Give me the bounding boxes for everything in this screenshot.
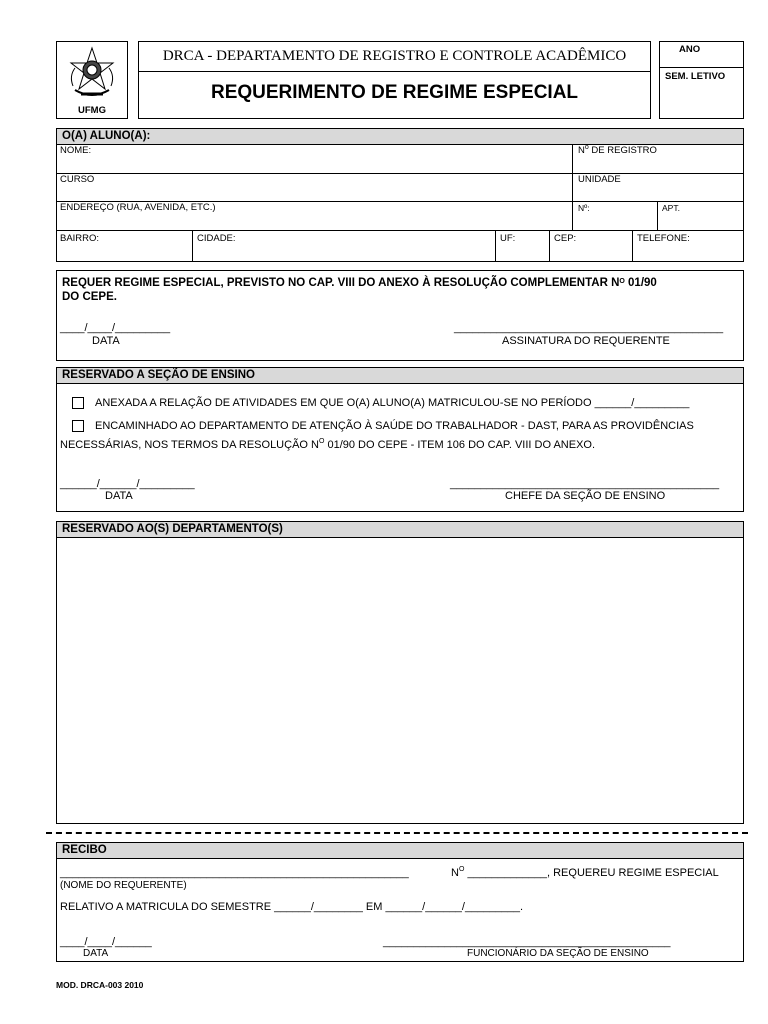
receipt-number-text[interactable] [451, 867, 719, 879]
request-signature-line[interactable]: ____________________________________________ [454, 322, 724, 334]
request-statement [62, 276, 657, 304]
curso-field[interactable]: CURSO [60, 174, 95, 185]
receipt-number-prefix: N [451, 867, 459, 879]
request-section [56, 270, 744, 361]
logo-box [56, 41, 128, 119]
receipt-number-rest: _____________, REQUEREU REGIME ESPECIAL [464, 867, 719, 879]
receipt-date-label: DATA [83, 948, 109, 959]
forwarded-dast-text-a: NECESSÁRIAS, NOS TERMOS DA RESOLUÇÃO N [60, 439, 319, 451]
teaching-section-title: RESERVADO A SEÇÃO DE ENSINO [57, 368, 743, 384]
departments-section-title: RESERVADO AO(S) DEPARTAMENTO(S) [57, 522, 743, 538]
logo-label: UFMG [78, 105, 106, 116]
title-box [138, 41, 651, 119]
ano-field[interactable]: ANO [679, 44, 701, 55]
teaching-section [56, 367, 744, 512]
receipt-signature-line[interactable]: _______________________________________________ [383, 936, 671, 948]
forwarded-dast-checkbox[interactable] [72, 420, 84, 432]
brazil-coat-of-arms-icon [67, 46, 117, 104]
forwarded-dast-text-b: 01/90 DO CEPE - ITEM 106 DO CAP. VIII DO ANEXO. [324, 439, 596, 451]
receipt-signature-label: FUNCIONÁRIO DA SEÇÃO DE ENSINO [467, 948, 649, 959]
receipt-section [56, 842, 744, 962]
student-section-title: O(A) ALUNO(A): [57, 129, 743, 145]
request-signature-label: ASSINATURA DO REQUERENTE [502, 335, 670, 347]
forwarded-dast-text-line2 [60, 439, 595, 451]
teaching-signature-label: CHEFE DA SEÇÃO DE ENSINO [505, 490, 666, 502]
attached-activities-checkbox[interactable] [72, 397, 84, 409]
numero-field[interactable]: Nº: [578, 203, 590, 213]
forwarded-dast-text-sup: O [318, 438, 325, 445]
cep-field[interactable]: CEP: [554, 233, 577, 244]
request-text-sup: O [619, 278, 625, 285]
request-date-blank[interactable]: ____/____/_________ [60, 322, 171, 334]
telefone-field[interactable]: TELEFONE: [637, 233, 690, 244]
request-text-b: 01/90 [624, 277, 657, 289]
bairro-field[interactable]: BAIRRO: [60, 233, 100, 244]
attached-activities-text: ANEXADA A RELAÇÃO DE ATIVIDADES EM QUE O(A) ALUNO(A) MATRICULOU-SE NO PERÍODO ______/_________ [95, 397, 690, 409]
registro-label-sup: o [584, 144, 589, 151]
cut-line [46, 832, 748, 834]
form-model-code: MOD. DRCA-003 2010 [56, 980, 144, 990]
teaching-signature-line[interactable]: ____________________________________________ [450, 478, 720, 490]
registro-label-rest: DE REGISTRO [588, 145, 657, 156]
receipt-name-line[interactable]: _________________________________________________________ [60, 867, 409, 879]
uf-field[interactable]: UF: [500, 233, 516, 244]
teaching-date-label: DATA [105, 490, 133, 502]
student-section [56, 128, 744, 262]
nome-field[interactable]: NOME: [60, 145, 92, 156]
departments-section[interactable] [56, 521, 744, 824]
cidade-field[interactable]: CIDADE: [197, 233, 236, 244]
receipt-section-title: RECIBO [57, 843, 743, 859]
request-text-a: REQUER REGIME ESPECIAL, PREVISTO NO CAP. VIII DO ANEXO À RESOLUÇÃO COMPLEMENTAR N [62, 277, 620, 289]
receipt-name-label: (NOME DO REQUERENTE) [60, 880, 187, 891]
teaching-date-blank[interactable]: ______/______/_________ [60, 478, 195, 490]
request-text-line2: DO CEPE. [62, 291, 117, 303]
forwarded-dast-text-line1: ENCAMINHADO AO DEPARTAMENTO DE ATENÇÃO À SAÚDE DO TRABALHADOR - DAST, PARA AS PROVIDÊNCIAS [95, 420, 694, 432]
department-title: DRCA - DEPARTAMENTO DE REGISTRO E CONTROLE ACADÊMICO [162, 48, 627, 64]
receipt-date-blank[interactable]: ____/____/______ [60, 936, 152, 948]
request-date-label: DATA [92, 335, 120, 347]
apt-field[interactable]: APT. [662, 203, 680, 213]
registro-field[interactable] [578, 145, 657, 156]
receipt-semester-text[interactable]: RELATIVO A MATRICULA DO SEMESTRE ______/________ EM ______/______/_________. [60, 901, 524, 913]
receipt-number-sup: O [458, 866, 465, 873]
unidade-field[interactable]: UNIDADE [578, 174, 621, 185]
ano-semestre-box [659, 41, 744, 119]
endereco-field[interactable]: ENDEREÇO (RUA, AVENIDA, ETC.) [60, 202, 216, 213]
semestre-letivo-field[interactable]: SEM. LETIVO [665, 71, 726, 82]
registro-label-prefix: N [578, 145, 585, 156]
form-title: REQUERIMENTO DE REGIME ESPECIAL [210, 82, 579, 103]
